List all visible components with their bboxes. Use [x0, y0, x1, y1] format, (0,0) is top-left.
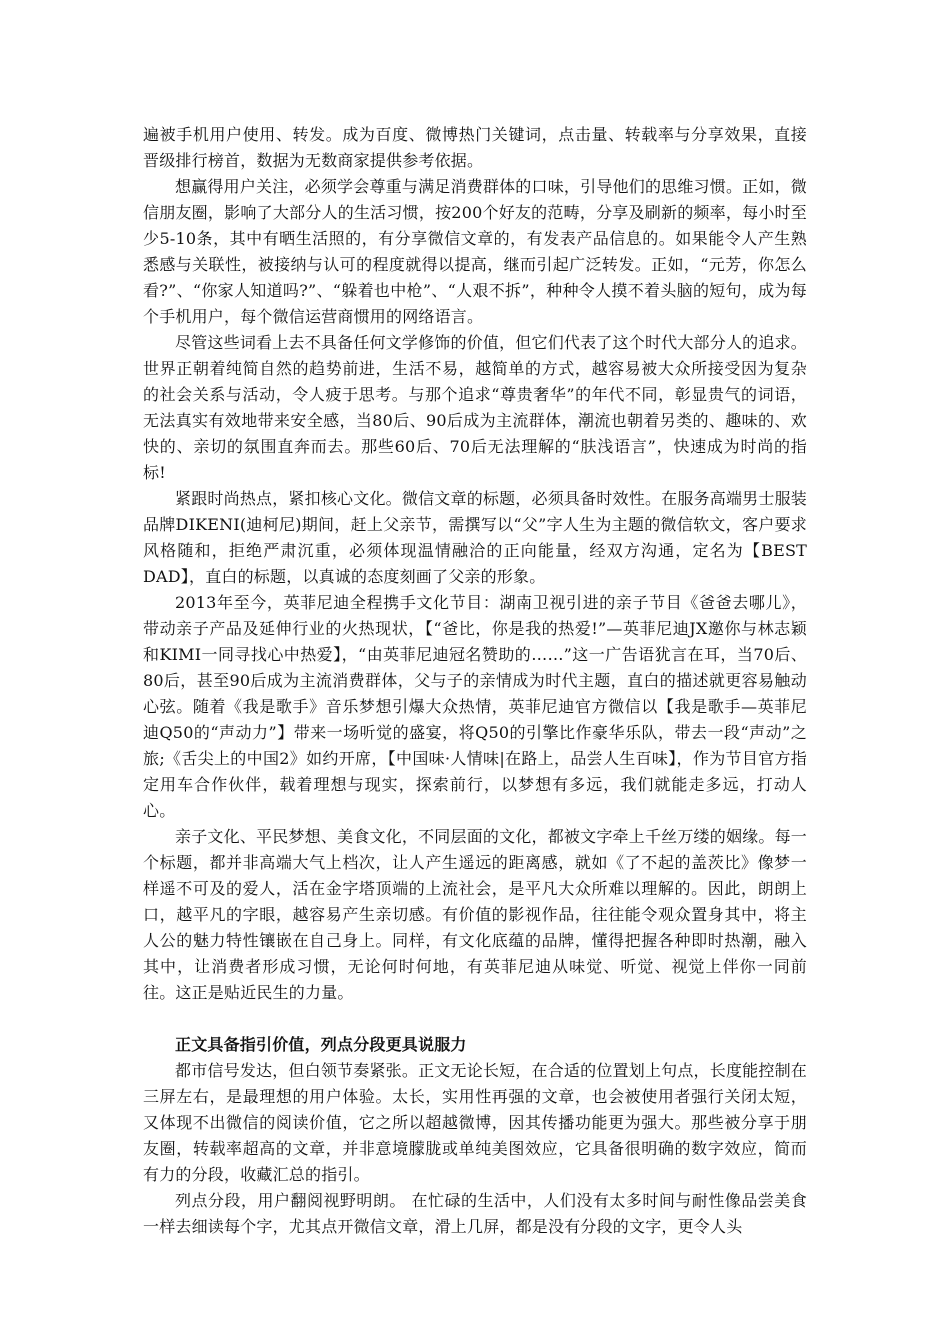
paragraph-sections: 列点分段，用户翻阅视野明朗。 在忙碌的生活中，人们没有太多时间与耐性像品尝美食一样去细读每个字，尤其点开微信文章，滑上几屏，都是没有分段的文字，更令人头	[143, 1191, 807, 1236]
paragraph-length: 都市信号发达，但白领节奏紧张。正文无论长短，在合适的位置划上句点，长度能控制在三屏左右，是最理想的用户体验。太长，实用性再强的文章，也会被使用者强行关闭太短，又体现不出微信的阅读价值，它之所以超越微博，因其传播功能更为强大。那些被分享于朋友圈，转载率超高的文章，并非意境朦胧或单纯美图效应，它具备很明确的数字效应，简而有力的分段，收藏汇总的指引。	[143, 1061, 807, 1184]
paragraph-continuation: 遍被手机用户使用、转发。成为百度、微博热门关键词，点击量、转载率与分享效果，直接晋级排行榜首，数据为无数商家提供参考依据。	[143, 125, 807, 170]
section-heading: 正文具备指引价值，列点分段更具说服力	[175, 1035, 467, 1054]
paragraph-culture: 亲子文化、平民梦想、美食文化，不同层面的文化，都被文字牵上千丝万缕的姻缘。每一个标题，都并非高端大气上档次，让人产生遥远的距离感，就如《了不起的盖茨比》像梦一样遥不可及的爱人，活在金字塔顶端的上流社会，是平凡大众所难以理解的。因此，朗朗上口，越平凡的字眼，越容易产生亲切感。有价值的影视作品，往往能令观众置身其中，将主人公的魅力特性镶嵌在自己身上。同样，有文化底蕴的品牌，懂得把握各种即时热潮，融入其中，让消费者形成习惯，无论何时何地，有英菲尼迪从味觉、听觉、视觉上伴你一同前往。这正是贴近民生的力量。	[143, 827, 807, 1002]
document-body	[143, 122, 807, 1240]
paragraph-user-attention: 想赢得用户关注，必须学会尊重与满足消费群体的口味，引导他们的思维习惯。正如，微信朋友圈，影响了大部分人的生活习惯，按200个好友的范畴，分享及刷新的频率，每小时至少5-10条，其中有晒生活照的，有分享微信文章的，有发表产品信息的。如果能令人产生熟悉感与关联性，被接纳与认可的程度就得以提高，继而引起广泛转发。正如，“元芳，你怎么看?”、“你家人知道吗?”、“躲着也中枪”、“人艰不拆”，种种令人摸不着头脑的短句，成为每个手机用户，每个微信运营商惯用的网络语言。	[143, 177, 807, 326]
section-spacer	[143, 1006, 807, 1032]
paragraph-infiniti: 2013年至今，英菲尼迪全程携手文化节目：湖南卫视引进的亲子节目《爸爸去哪儿》，带动亲子产品及延伸行业的火热现状，【“爸比，你是我的热爱!”—英菲尼迪JX邀你与林志颖和KIMI一同寻找心中热爱】，“由英菲尼迪冠名赞助的……”这一广告语犹言在耳，当70后、80后，甚至90后成为主流消费群体，父与子的亲情成为时代主题，直白的描述就更容易触动心弦。随着《我是歌手》音乐梦想引爆大众热情，英菲尼迪官方微信以【我是歌手—英菲尼迪Q50的“声动力”】带来一场听觉的盛宴，将Q50的引擎比作豪华乐队，带去一段“声动”之旅;《舌尖上的中国2》如约开席，【中国味·人情味|在路上，品尝人生百味】，作为节目官方指定用车合作伙伴，载着理想与现实，探索前行，以梦想有多远，我们就能走多远，打动人心。	[143, 593, 807, 820]
paragraph-simple-words: 尽管这些词看上去不具备任何文学修饰的价值，但它们代表了这个时代大部分人的追求。世界正朝着纯简自然的趋势前进，生活不易，越简单的方式，越容易被大众所接受因为复杂的社会关系与活动，令人疲于思考。与那个追求“尊贵奢华”的年代不同，彰显贵气的词语，无法真实有效地带来安全感，当80后、90后成为主流群体，潮流也朝着另类的、趣味的、欢快的、亲切的氛围直奔而去。那些60后、70后无法理解的“肤浅语言”，快速成为时尚的指标!	[143, 333, 807, 482]
paragraph-fathers-day: 紧跟时尚热点，紧扣核心文化。微信文章的标题，必须具备时效性。在服务高端男士服装品牌DIKENI(迪柯尼)期间，赶上父亲节，需撰写以“父”字人生为主题的微信软文，客户要求风格随和，拒绝严肃沉重，必须体现温情融洽的正向能量，经双方沟通，定名为【BEST DAD】，直白的标题，以真诚的态度刻画了父亲的形象。	[143, 489, 807, 586]
